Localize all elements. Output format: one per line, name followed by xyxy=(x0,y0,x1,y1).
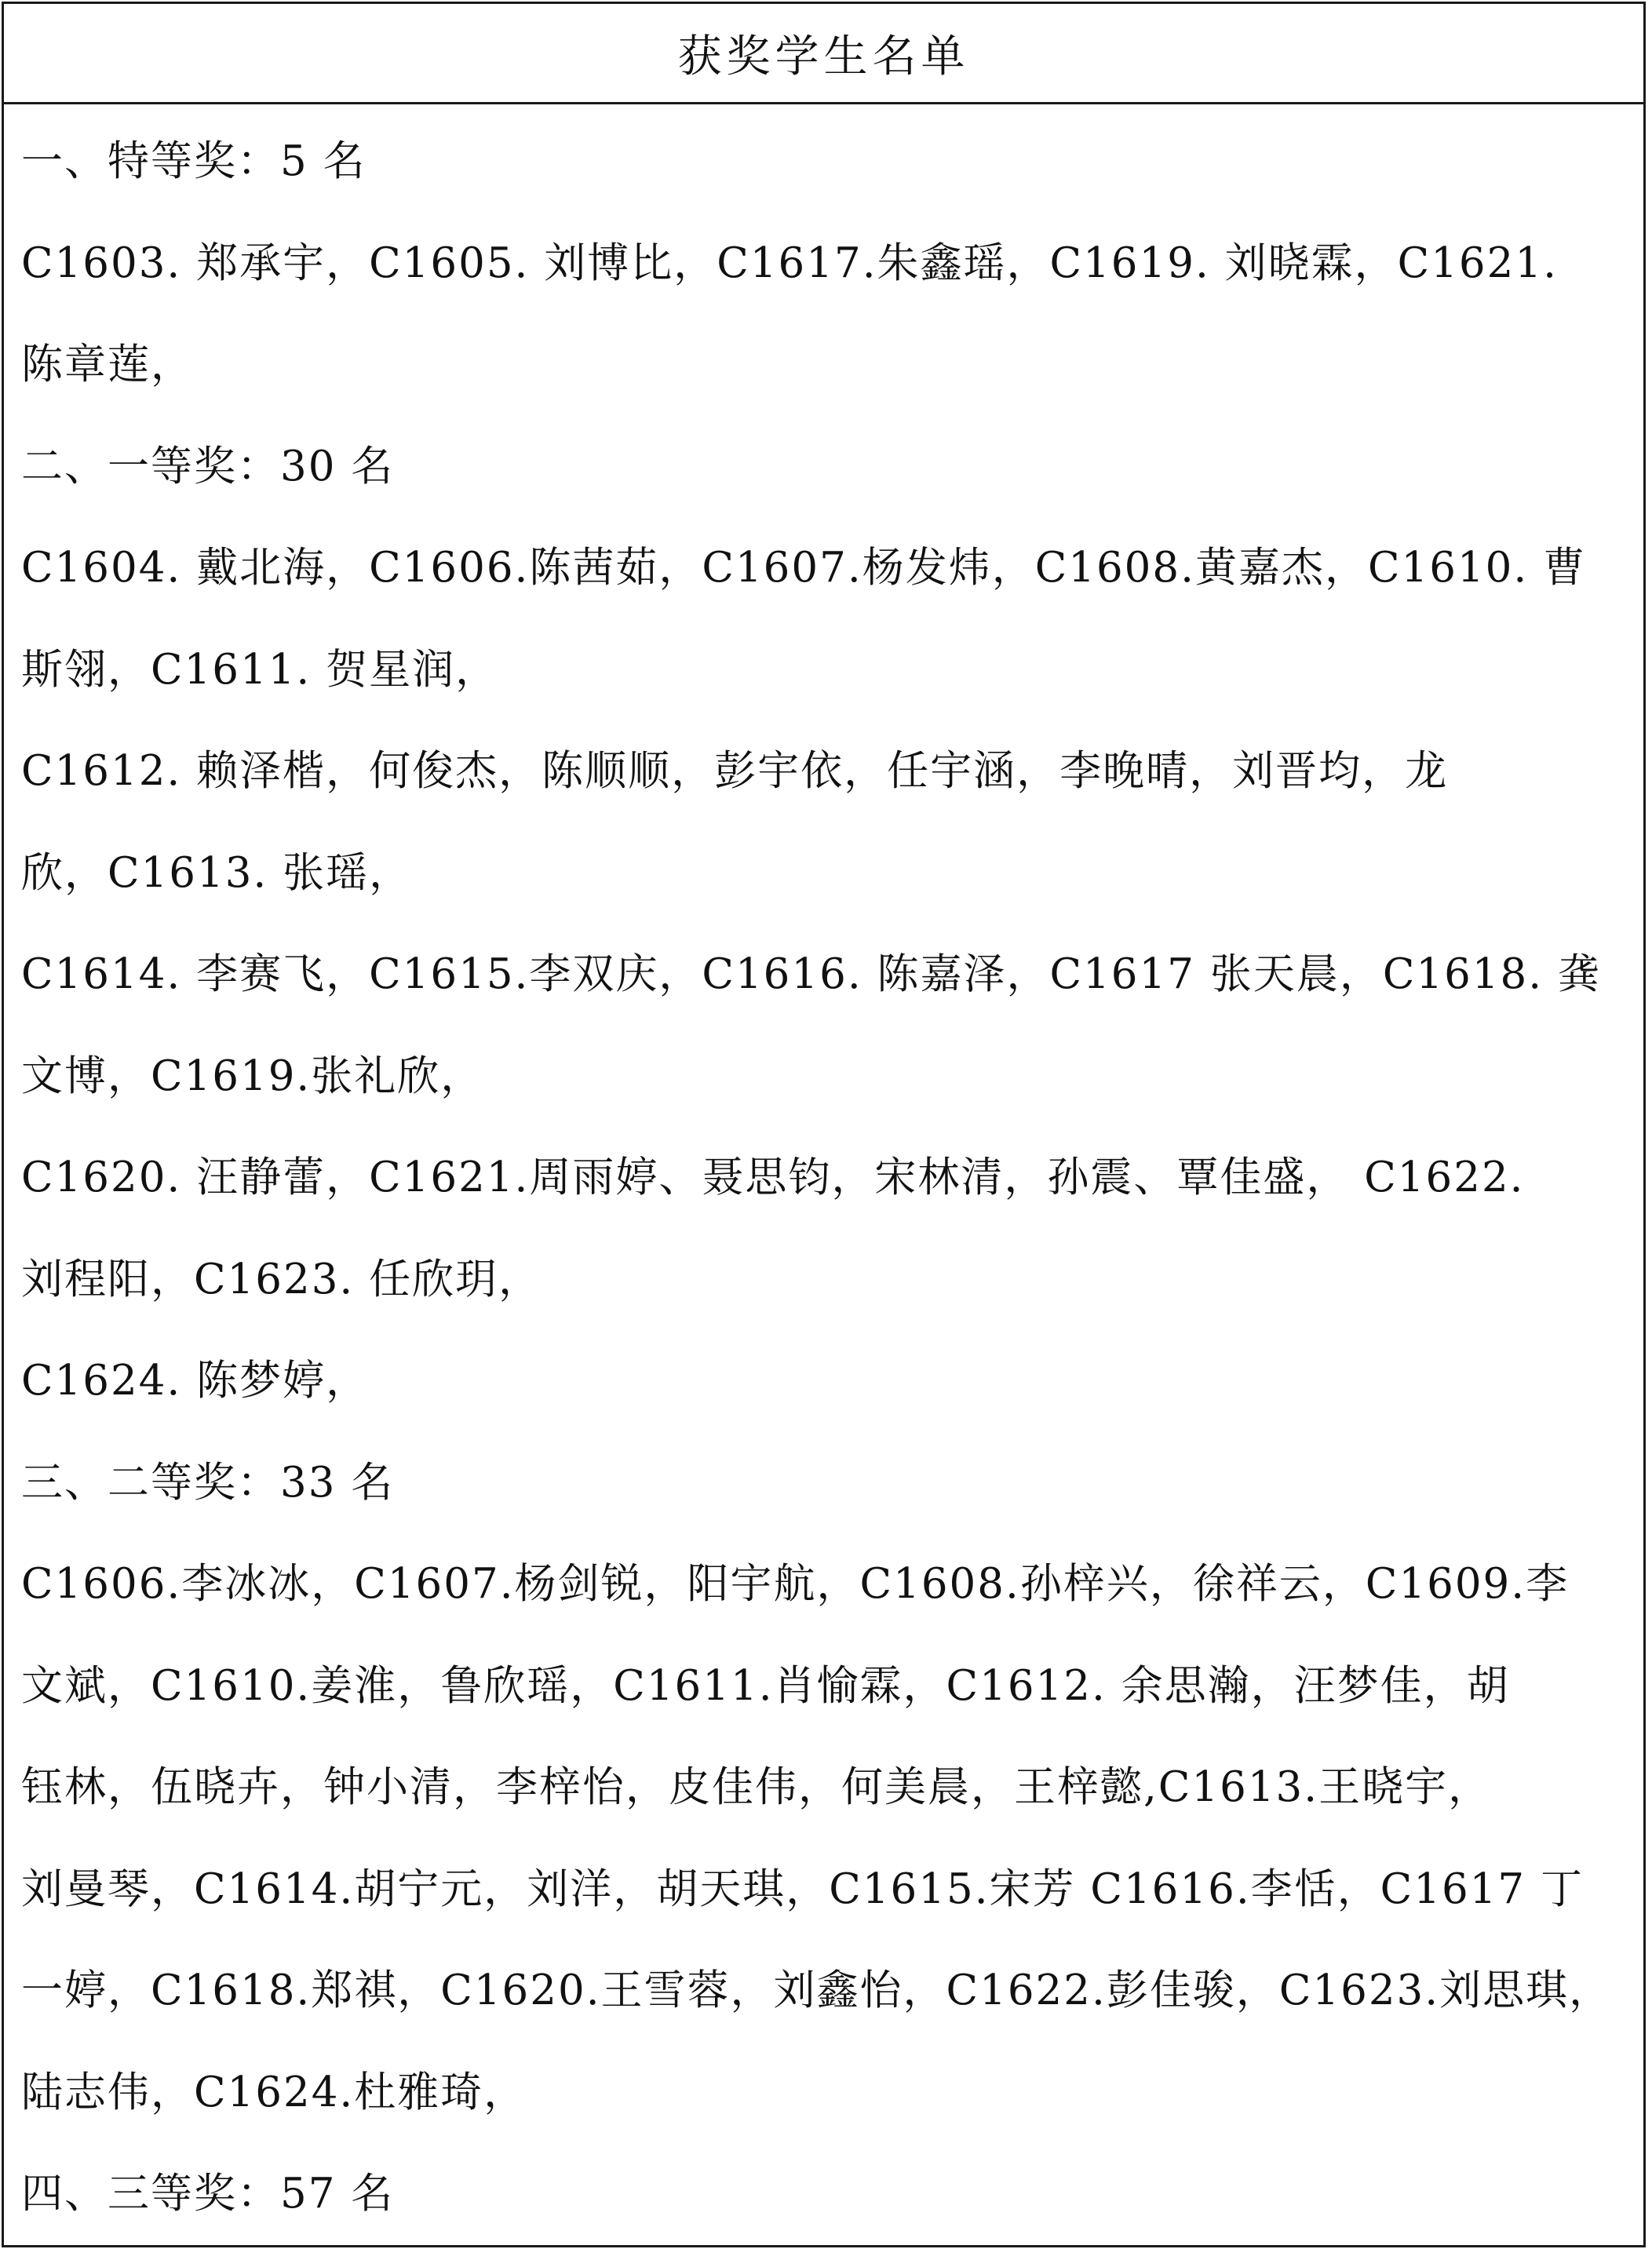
heading-third-prize: 四、三等奖：57 名 xyxy=(21,2170,395,2218)
text-line: C1604. 戴北海，C1606.陈茜茹，C1607.杨发炜，C1608.黄嘉杰，C1610. 曹 xyxy=(21,544,1587,592)
heading-first-prize: 二、一等奖：30 名 xyxy=(21,442,395,490)
text-line: 陆志伟，C1624.杜雅琦， xyxy=(21,2068,527,2116)
text-line: 刘曼琴，C1614.胡宁元，刘洋，胡天琪，C1615.宋芳 C1616.李恬，C1617 丁 xyxy=(21,1864,1584,1913)
heading-special-prize: 一、特等奖：5 名 xyxy=(21,137,367,185)
text-line: 一婷，C1618.郑祺，C1620.王雪蓉，刘鑫怡，C1622.彭佳骏，C1623.刘思琪， xyxy=(21,1967,1613,2014)
text-line: C1612. 赖泽楷，何俊杰，陈顺顺，彭宇依，任宇涵，李晚晴，刘晋均，龙 xyxy=(21,747,1449,795)
text-line: 钰林，伍晓卉，钟小清，李梓怡，皮佳伟，何美晨，王梓懿,C1613.王晓宇， xyxy=(21,1763,1492,1811)
text-line: C1614. 李赛飞，C1615.李双庆，C1616. 陈嘉泽，C1617 张天晨，C1618. 龚 xyxy=(21,950,1601,998)
text-line: 欣，C1613. 张瑶， xyxy=(21,848,413,897)
text-line: C1606.李冰冰，C1607.杨剑锐，阳宇航，C1608.孙梓兴，徐祥云，C1609.李 xyxy=(21,1560,1570,1608)
document-title: 获奖学生名单 xyxy=(4,4,1643,104)
text-line: C1603. 郑承宇，C1605. 刘博比，C1617.朱鑫瑶，C1619. 刘晓霖，C1621. xyxy=(21,239,1558,287)
text-line: C1624. 陈梦婷， xyxy=(21,1357,370,1405)
text-line: 文斌，C1610.姜淮，鲁欣瑶，C1611.肖愉霖，C1612. 余思瀚，汪梦佳，胡 xyxy=(21,1661,1510,1710)
text-line: 文博，C1619.张礼欣， xyxy=(21,1052,484,1100)
text-line: 刘程阳，C1623. 任欣玥， xyxy=(21,1255,542,1303)
heading-second-prize: 三、二等奖：33 名 xyxy=(21,1458,395,1507)
text-line: 陈章莲， xyxy=(21,341,194,388)
text-line: 斯翎，C1611. 贺星润， xyxy=(21,645,499,694)
text-line: C1620. 汪静蕾，C1621.周雨婷、聂思钧，宋林清，孙震、覃佳盛， C1622. xyxy=(21,1154,1525,1201)
award-list-table xyxy=(2,2,1646,2247)
document-body xyxy=(4,104,1643,2245)
